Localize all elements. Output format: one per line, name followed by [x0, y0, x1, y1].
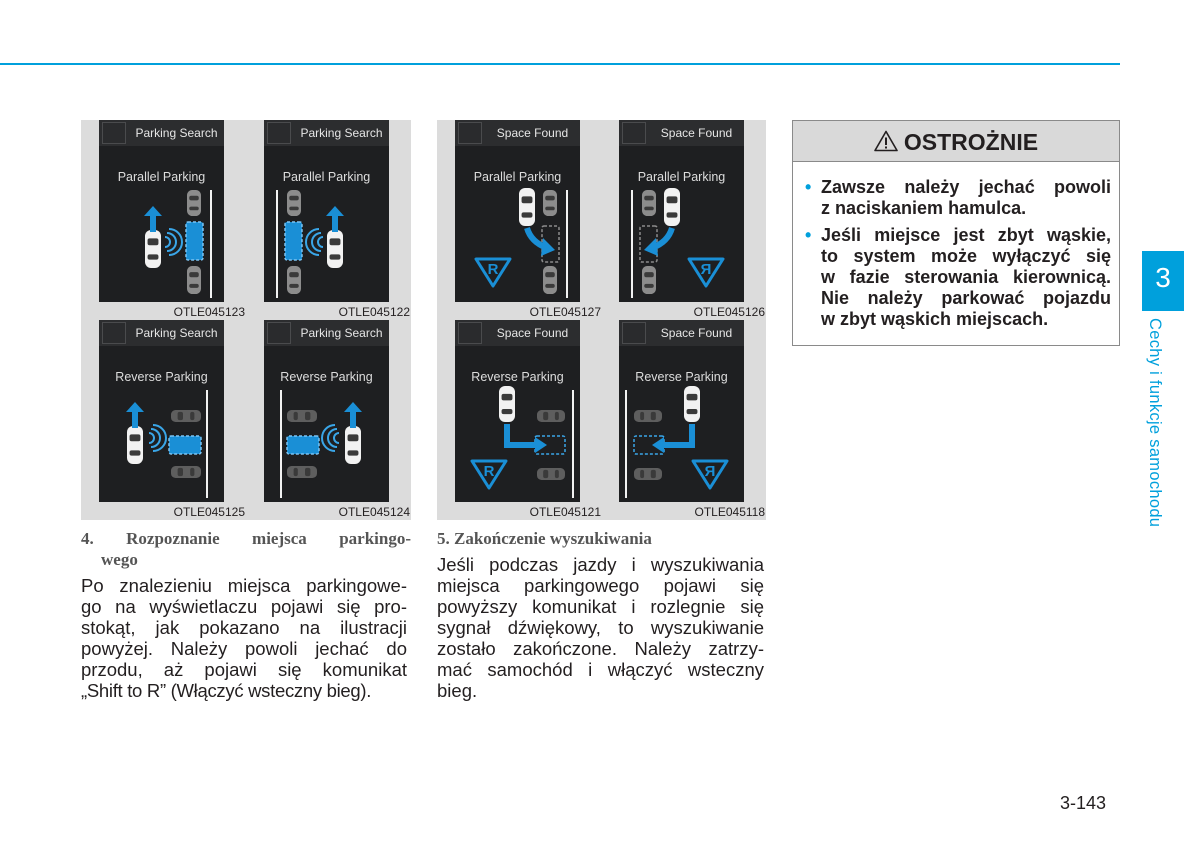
caution-item [805, 225, 1111, 330]
bullet-icon: • [805, 225, 812, 245]
caution-line: z naciskaniem hamulca. [821, 198, 1027, 218]
parking-mode-label: Reverse Parking [471, 370, 564, 384]
sensor-waves-icon [149, 425, 166, 451]
caution-line: to system może wyłączyć się [821, 246, 1111, 266]
parking-spot-highlight [169, 436, 201, 454]
figure-panel [246, 120, 411, 320]
screen-header-text: Space Found [496, 126, 569, 140]
parking-mode-label: Reverse Parking [280, 370, 373, 384]
caution-line: w fazie sterowania kierownicą. [821, 267, 1111, 287]
figure-panel [81, 120, 246, 320]
bullet-icon: • [805, 177, 812, 197]
body-line: mać samochód i włączyć wsteczny [437, 659, 764, 680]
arrow-up-icon [126, 402, 144, 428]
car-icon [287, 466, 317, 478]
car-icon [499, 386, 515, 422]
figure-code: OTLE045126 [693, 305, 765, 319]
figure-code: OTLE045125 [173, 505, 245, 519]
car-icon [684, 386, 700, 422]
car-icon [327, 230, 343, 268]
display-screen [99, 120, 224, 302]
body-line: go na wyświetlaczu pojawi się pro- [81, 596, 407, 617]
svg-text:R: R [700, 261, 712, 278]
status-icon [458, 322, 482, 344]
caution-title: OSTROŻNIE [903, 129, 1039, 155]
body-line: bieg. [437, 680, 478, 701]
screen-header [99, 120, 224, 146]
screen-header-text: Parking Search [300, 126, 383, 140]
car-icon [127, 426, 143, 464]
status-icon [458, 122, 482, 144]
figure-code: OTLE045118 [694, 505, 765, 519]
screen-header [619, 120, 744, 146]
status-icon [267, 122, 291, 144]
status-icon [622, 122, 646, 144]
status-icon [622, 322, 646, 344]
caution-line: Zawsze należy jechać powoli [821, 177, 1111, 197]
parking-spot-highlight [287, 436, 319, 454]
body-line: stokąt, jak pokazano na ilustracji [81, 617, 407, 638]
car-icon [642, 266, 656, 294]
body-line: Jeśli podczas jazdy i wyszukiwania [437, 554, 764, 575]
parking-scene [264, 386, 389, 502]
car-icon [171, 466, 201, 478]
car-icon [171, 410, 201, 422]
screen-header-text: Parking Search [135, 126, 218, 140]
parking-mode-label: Parallel Parking [282, 170, 371, 184]
display-screen [264, 120, 389, 302]
arrow-path-icon [662, 424, 692, 445]
page-number: 3-143 [1060, 793, 1107, 813]
section-4-body [81, 575, 407, 701]
section-4-title-line2: wego [101, 550, 138, 569]
body-line: powyższy komunikat i rozlegnie się [437, 596, 764, 617]
status-icon [102, 322, 126, 344]
sensor-waves-icon [165, 229, 182, 255]
sensor-waves-icon [322, 425, 339, 451]
car-icon [145, 230, 161, 268]
parking-mode-label: Parallel Parking [117, 170, 206, 184]
parking-scene [619, 186, 744, 302]
arrow-path-icon [507, 424, 537, 445]
caution-box [792, 120, 1120, 346]
arrow-up-icon [144, 206, 162, 232]
section-5-title [437, 528, 767, 549]
screen-header [264, 120, 389, 146]
figure-panel [601, 320, 766, 520]
screen-header-text: Space Found [660, 326, 733, 340]
screen-header [619, 320, 744, 346]
car-icon [634, 468, 662, 480]
parking-spot-highlight [285, 222, 302, 260]
caution-line: Jeśli miejsce jest zbyt wąskie, [821, 225, 1111, 245]
arrow-up-icon [344, 402, 362, 428]
reverse-gear-icon [693, 461, 727, 488]
figure-code: OTLE045124 [338, 505, 410, 519]
figure-panel [246, 320, 411, 520]
chapter-tab [1142, 251, 1184, 311]
body-line: miejsca parkingowego pojawi się [437, 575, 764, 596]
car-icon [537, 468, 565, 480]
section-5-body [437, 554, 764, 701]
figure-panel [81, 320, 246, 520]
svg-text:R: R [704, 463, 716, 480]
parking-scene [619, 386, 744, 502]
car-icon [287, 410, 317, 422]
parking-mode-label: Parallel Parking [473, 170, 562, 184]
figure-code: OTLE045123 [173, 305, 245, 319]
chapter-number: 3 [1155, 262, 1171, 293]
reverse-gear-icon [476, 259, 510, 286]
screen-header-text: Space Found [496, 326, 569, 340]
caution-line: Nie należy parkować pojazdu [821, 288, 1111, 308]
car-icon [642, 190, 656, 216]
screen-header-text: Parking Search [135, 326, 218, 340]
section-5-title-line1: 5. Zakończenie wyszukiwania [437, 529, 652, 548]
parking-mode-label: Parallel Parking [637, 170, 726, 184]
car-icon [664, 188, 680, 226]
svg-text:R: R [487, 261, 499, 278]
display-screen [99, 320, 224, 502]
caution-line: w zbyt wąskich miejscach. [821, 309, 1049, 329]
parking-scene [264, 186, 389, 302]
caution-header [793, 121, 1119, 162]
reverse-gear-icon [472, 461, 506, 488]
parking-scene [455, 186, 580, 302]
section-4-title-line1: 4. Rozpoznanie miejsca parkingo- [81, 529, 411, 548]
figure-panel [437, 320, 602, 520]
display-screen [264, 320, 389, 502]
parking-scene [455, 386, 580, 502]
body-line: Po znalezieniu miejsca parkingowe- [81, 575, 407, 596]
screen-header [455, 320, 580, 346]
car-icon [537, 410, 565, 422]
body-line: powyżej. Należy powoli jechać do [81, 638, 407, 659]
chapter-name: Cechy i funkcje samochodu [1146, 318, 1164, 528]
parking-mode-label: Reverse Parking [635, 370, 728, 384]
body-line: „Shift to R” (Włączyć wsteczny bieg). [81, 680, 372, 701]
screen-header [264, 320, 389, 346]
parking-mode-label: Reverse Parking [115, 370, 208, 384]
caution-title-row [793, 129, 1119, 156]
caution-item [805, 177, 1111, 219]
reverse-gear-icon [689, 259, 723, 286]
status-icon [102, 122, 126, 144]
figure-code: OTLE045127 [529, 305, 601, 319]
car-icon [519, 188, 535, 226]
body-line: przodu, aż pojawi się komunikat [81, 659, 407, 680]
car-icon [634, 410, 662, 422]
section-4-title [81, 528, 411, 570]
figure-panel [437, 120, 602, 320]
car-icon [287, 266, 301, 294]
parking-scene [99, 386, 224, 502]
arrow-up-icon [326, 206, 344, 232]
body-line: sygnał dźwiękowy, to wyszukiwanie [437, 617, 764, 638]
parking-scene [99, 186, 224, 302]
sensor-waves-icon [306, 229, 323, 255]
top-rule [0, 63, 1120, 65]
screen-header [455, 120, 580, 146]
car-icon [543, 190, 557, 216]
parking-spot-highlight [186, 222, 203, 260]
screen-header [99, 320, 224, 346]
car-icon [187, 266, 201, 294]
status-icon [267, 322, 291, 344]
display-screen [455, 320, 580, 502]
display-screen [619, 320, 744, 502]
screen-header-text: Parking Search [300, 326, 383, 340]
body-line: zostało zakończone. Należy zatrzy- [437, 638, 764, 659]
caution-list [805, 177, 1111, 336]
warning-triangle-icon [874, 130, 898, 152]
figure-panel [601, 120, 766, 320]
car-icon [543, 266, 557, 294]
figure-code: OTLE045122 [338, 305, 410, 319]
svg-text:R: R [483, 463, 495, 480]
display-screen [619, 120, 744, 302]
figure-code: OTLE045121 [529, 505, 601, 519]
car-icon [287, 190, 301, 216]
car-icon [187, 190, 201, 216]
car-icon [345, 426, 361, 464]
screen-header-text: Space Found [660, 126, 733, 140]
display-screen [455, 120, 580, 302]
